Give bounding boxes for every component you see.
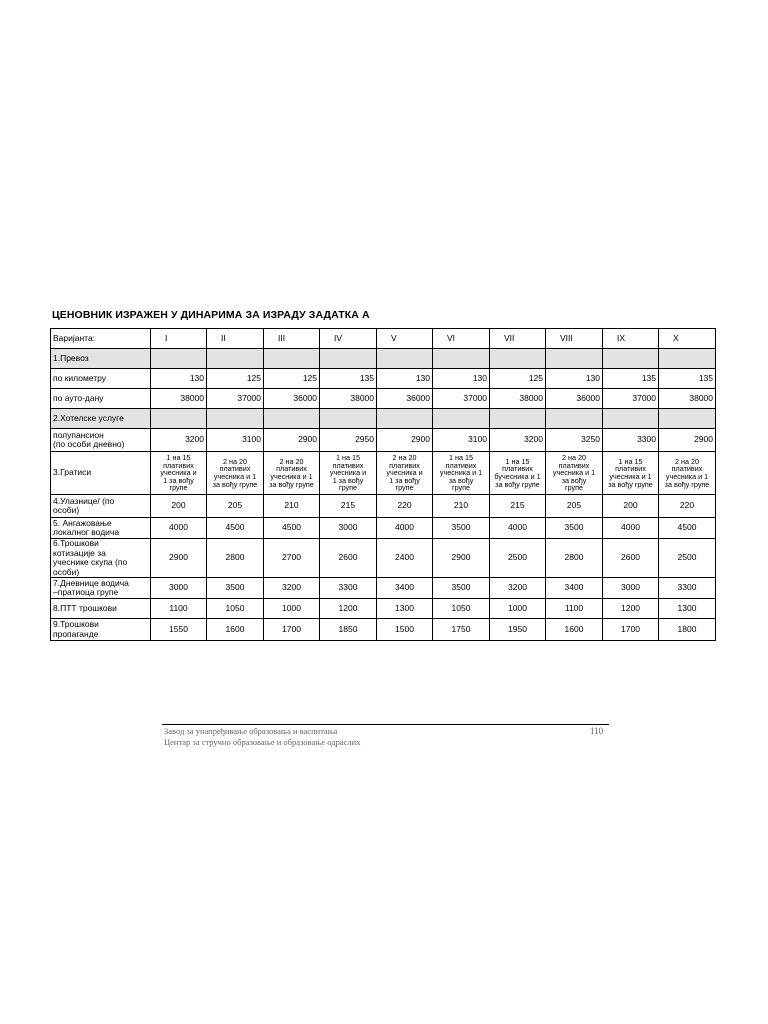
cell-hotel-5 bbox=[377, 409, 433, 429]
cell-per-km-3: 125 bbox=[264, 369, 320, 389]
cell-per-day-8: 36000 bbox=[546, 389, 603, 409]
cell-per-km-4: 135 bbox=[320, 369, 377, 389]
header-col-7: VII bbox=[490, 329, 546, 349]
cell-ptt-2: 1050 bbox=[207, 599, 264, 619]
cell-tickets-6: 210 bbox=[433, 495, 490, 518]
header-label: Варијанта: bbox=[51, 329, 151, 349]
cell-ptt-6: 1050 bbox=[433, 599, 490, 619]
footer-institution-line: Завод за унапређивање образовања и васпитања bbox=[164, 726, 338, 736]
cell-promo-8: 1600 bbox=[546, 619, 603, 641]
cell-cotisation-3: 2700 bbox=[264, 539, 320, 578]
cell-tickets-1: 200 bbox=[151, 495, 207, 518]
cell-gratis-10: 2 на 20 плативих учесника и 1 за вођу групе bbox=[659, 452, 716, 495]
cell-half-board-8: 3250 bbox=[546, 429, 603, 452]
cell-local-guide-4: 3000 bbox=[320, 518, 377, 539]
cell-gratis-4: 1 на 15 плативих учесника и 1 за вођу групе bbox=[320, 452, 377, 495]
cell-daily-guide-10: 3300 bbox=[659, 578, 716, 599]
cell-transport-5 bbox=[377, 349, 433, 369]
cell-per-day-7: 38000 bbox=[490, 389, 546, 409]
cell-cotisation-10: 2500 bbox=[659, 539, 716, 578]
header-col-4: IV bbox=[320, 329, 377, 349]
cell-gratis-8: 2 на 20 плативих учесника и 1 за вођу групе bbox=[546, 452, 603, 495]
cell-per-day-9: 37000 bbox=[603, 389, 659, 409]
cell-transport-10 bbox=[659, 349, 716, 369]
row-label: 6.Трошкови котизације за учеснике скупа (по особи) bbox=[51, 539, 151, 578]
cell-per-km-10: 135 bbox=[659, 369, 716, 389]
header-col-2: II bbox=[207, 329, 264, 349]
cell-promo-6: 1750 bbox=[433, 619, 490, 641]
table-row-transport bbox=[51, 349, 716, 369]
table-row-ptt bbox=[51, 599, 716, 619]
header-col-1: I bbox=[151, 329, 207, 349]
cell-ptt-4: 1200 bbox=[320, 599, 377, 619]
cell-per-km-2: 125 bbox=[207, 369, 264, 389]
cell-promo-2: 1600 bbox=[207, 619, 264, 641]
cell-tickets-9: 200 bbox=[603, 495, 659, 518]
cell-half-board-4: 2950 bbox=[320, 429, 377, 452]
cell-gratis-1: 1 на 15 плативих учесника и 1 за вођу групе bbox=[151, 452, 207, 495]
cell-promo-10: 1800 bbox=[659, 619, 716, 641]
table-title: ЦЕНОВНИК ИЗРАЖЕН У ДИНАРИМА ЗА ИЗРАДУ ЗАДАТКА А bbox=[52, 309, 370, 321]
cell-daily-guide-5: 3400 bbox=[377, 578, 433, 599]
header-col-3: III bbox=[264, 329, 320, 349]
cell-ptt-5: 1300 bbox=[377, 599, 433, 619]
cell-local-guide-1: 4000 bbox=[151, 518, 207, 539]
cell-daily-guide-1: 3000 bbox=[151, 578, 207, 599]
row-label: 9.Трошкови пропаганде bbox=[51, 619, 151, 641]
cell-half-board-6: 3100 bbox=[433, 429, 490, 452]
row-label: 1.Превоз bbox=[51, 349, 151, 369]
cell-daily-guide-2: 3500 bbox=[207, 578, 264, 599]
cell-transport-4 bbox=[320, 349, 377, 369]
row-label: полупансион (по особи дневно) bbox=[51, 429, 151, 452]
row-label: 2.Хотелске услуге bbox=[51, 409, 151, 429]
cell-per-km-1: 130 bbox=[151, 369, 207, 389]
cell-per-km-7: 125 bbox=[490, 369, 546, 389]
cell-promo-7: 1950 bbox=[490, 619, 546, 641]
cell-hotel-9 bbox=[603, 409, 659, 429]
table-row-hotel bbox=[51, 409, 716, 429]
cell-hotel-2 bbox=[207, 409, 264, 429]
cell-cotisation-8: 2800 bbox=[546, 539, 603, 578]
table-row-gratis bbox=[51, 452, 716, 495]
price-table-body bbox=[51, 329, 716, 641]
cell-tickets-7: 215 bbox=[490, 495, 546, 518]
cell-local-guide-7: 4000 bbox=[490, 518, 546, 539]
cell-half-board-1: 3200 bbox=[151, 429, 207, 452]
row-label: 5. Ангажовање локалног водича bbox=[51, 518, 151, 539]
table-row-tickets bbox=[51, 495, 716, 518]
cell-transport-1 bbox=[151, 349, 207, 369]
cell-hotel-6 bbox=[433, 409, 490, 429]
header-col-9: IX bbox=[603, 329, 659, 349]
cell-half-board-10: 2900 bbox=[659, 429, 716, 452]
cell-per-km-6: 130 bbox=[433, 369, 490, 389]
cell-tickets-10: 220 bbox=[659, 495, 716, 518]
header-col-10: X bbox=[659, 329, 716, 349]
cell-transport-9 bbox=[603, 349, 659, 369]
cell-gratis-5: 2 на 20 плативих учесника и 1 за вођу групе bbox=[377, 452, 433, 495]
cell-promo-1: 1550 bbox=[151, 619, 207, 641]
cell-promo-3: 1700 bbox=[264, 619, 320, 641]
cell-per-day-1: 38000 bbox=[151, 389, 207, 409]
cell-cotisation-7: 2500 bbox=[490, 539, 546, 578]
header-row bbox=[51, 329, 716, 349]
cell-daily-guide-8: 3400 bbox=[546, 578, 603, 599]
header-col-5: V bbox=[377, 329, 433, 349]
table-row-daily-guide bbox=[51, 578, 716, 599]
cell-cotisation-2: 2800 bbox=[207, 539, 264, 578]
cell-tickets-2: 205 bbox=[207, 495, 264, 518]
row-label: 8.ПТТ трошкови bbox=[51, 599, 151, 619]
cell-hotel-1 bbox=[151, 409, 207, 429]
cell-ptt-3: 1000 bbox=[264, 599, 320, 619]
cell-ptt-7: 1000 bbox=[490, 599, 546, 619]
cell-local-guide-8: 3500 bbox=[546, 518, 603, 539]
cell-ptt-10: 1300 bbox=[659, 599, 716, 619]
cell-daily-guide-6: 3500 bbox=[433, 578, 490, 599]
cell-per-day-6: 37000 bbox=[433, 389, 490, 409]
cell-per-day-4: 38000 bbox=[320, 389, 377, 409]
cell-tickets-3: 210 bbox=[264, 495, 320, 518]
footer-divider bbox=[162, 724, 609, 725]
cell-cotisation-1: 2900 bbox=[151, 539, 207, 578]
table-row-local-guide bbox=[51, 518, 716, 539]
cell-cotisation-5: 2400 bbox=[377, 539, 433, 578]
cell-gratis-2: 2 на 20 плативих учесника и 1 за вођу групе bbox=[207, 452, 264, 495]
cell-cotisation-4: 2600 bbox=[320, 539, 377, 578]
cell-hotel-10 bbox=[659, 409, 716, 429]
row-label: 3.Гратиси bbox=[51, 452, 151, 495]
cell-per-day-3: 36000 bbox=[264, 389, 320, 409]
cell-promo-9: 1700 bbox=[603, 619, 659, 641]
cell-daily-guide-9: 3000 bbox=[603, 578, 659, 599]
cell-daily-guide-3: 3200 bbox=[264, 578, 320, 599]
cell-local-guide-5: 4000 bbox=[377, 518, 433, 539]
cell-hotel-4 bbox=[320, 409, 377, 429]
cell-hotel-7 bbox=[490, 409, 546, 429]
cell-ptt-1: 1100 bbox=[151, 599, 207, 619]
cell-tickets-4: 215 bbox=[320, 495, 377, 518]
cell-promo-4: 1850 bbox=[320, 619, 377, 641]
cell-cotisation-9: 2600 bbox=[603, 539, 659, 578]
cell-local-guide-9: 4000 bbox=[603, 518, 659, 539]
table-row-per-day bbox=[51, 389, 716, 409]
header-col-6: VI bbox=[433, 329, 490, 349]
table-row-half-board bbox=[51, 429, 716, 452]
footer-center-line: Центар за стручно образовање и образовање одраслих bbox=[164, 737, 361, 747]
row-label: 7.Дневнице водича –пратиоца групе bbox=[51, 578, 151, 599]
table-row-promo bbox=[51, 619, 716, 641]
cell-hotel-8 bbox=[546, 409, 603, 429]
cell-transport-8 bbox=[546, 349, 603, 369]
cell-per-km-5: 130 bbox=[377, 369, 433, 389]
cell-tickets-8: 205 bbox=[546, 495, 603, 518]
cell-transport-3 bbox=[264, 349, 320, 369]
cell-per-day-2: 37000 bbox=[207, 389, 264, 409]
cell-local-guide-2: 4500 bbox=[207, 518, 264, 539]
cell-local-guide-6: 3500 bbox=[433, 518, 490, 539]
cell-tickets-5: 220 bbox=[377, 495, 433, 518]
price-table bbox=[50, 328, 716, 641]
cell-transport-6 bbox=[433, 349, 490, 369]
cell-hotel-3 bbox=[264, 409, 320, 429]
cell-daily-guide-4: 3300 bbox=[320, 578, 377, 599]
header-col-8: VIII bbox=[546, 329, 603, 349]
cell-per-day-10: 38000 bbox=[659, 389, 716, 409]
cell-per-day-5: 36000 bbox=[377, 389, 433, 409]
cell-half-board-3: 2900 bbox=[264, 429, 320, 452]
cell-half-board-2: 3100 bbox=[207, 429, 264, 452]
cell-gratis-6: 1 на 15 плативих учесника и 1 за вођу групе bbox=[433, 452, 490, 495]
page-number: 110 bbox=[590, 726, 604, 736]
row-label: по километру bbox=[51, 369, 151, 389]
cell-per-km-9: 135 bbox=[603, 369, 659, 389]
row-label: по ауто-дану bbox=[51, 389, 151, 409]
table-row-per-km bbox=[51, 369, 716, 389]
cell-ptt-9: 1200 bbox=[603, 599, 659, 619]
cell-per-km-8: 130 bbox=[546, 369, 603, 389]
cell-transport-2 bbox=[207, 349, 264, 369]
cell-half-board-7: 3200 bbox=[490, 429, 546, 452]
cell-ptt-8: 1100 bbox=[546, 599, 603, 619]
table-row-cotisation bbox=[51, 539, 716, 578]
cell-gratis-9: 1 на 15 плативих учесника и 1 за вођу групе bbox=[603, 452, 659, 495]
cell-daily-guide-7: 3200 bbox=[490, 578, 546, 599]
cell-cotisation-6: 2900 bbox=[433, 539, 490, 578]
cell-gratis-7: 1 на 15 плативих бучесника и 1 за вођу групе bbox=[490, 452, 546, 495]
cell-half-board-9: 3300 bbox=[603, 429, 659, 452]
cell-local-guide-3: 4500 bbox=[264, 518, 320, 539]
cell-half-board-5: 2900 bbox=[377, 429, 433, 452]
cell-gratis-3: 2 на 20 плативих учесника и 1 за вођу групе bbox=[264, 452, 320, 495]
cell-local-guide-10: 4500 bbox=[659, 518, 716, 539]
row-label: 4.Улазнице/ (по особи) bbox=[51, 495, 151, 518]
cell-transport-7 bbox=[490, 349, 546, 369]
cell-promo-5: 1500 bbox=[377, 619, 433, 641]
